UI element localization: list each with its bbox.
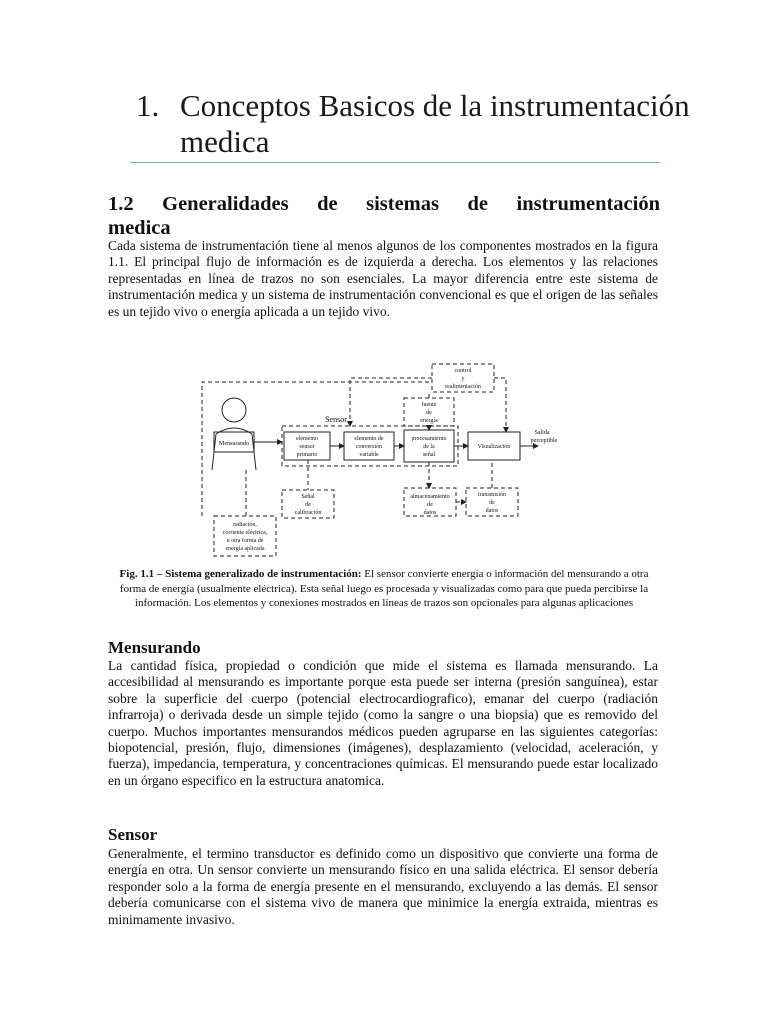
label-primario: primario [296, 452, 318, 458]
label-perceptible: perceptible [530, 438, 558, 444]
label-variable: variable [359, 452, 379, 458]
label-rad1: radiación, [233, 522, 257, 528]
caption-bold: Fig. 1.1 – Sistema generalizado de instrumentación: [119, 568, 362, 580]
label-energia: energía [420, 418, 438, 424]
label-de-tr: de [489, 500, 495, 506]
intro-paragraph: Cada sistema de instrumentación tiene al menos algunos de los componentes mostrados en la figura 1.1. El principal flujo de información es de izquierda a derecha. Los elementos y las relaciones representadas en línea de trazos no son esenciales. La mayor diferencia entre este sistema de instrumentación medica y un sistema de instrumentación convencional es que el origen de las señales es un tejido vivo o energía aplicada a un tejido vivo. [108, 238, 658, 319]
label-de-alm: de [427, 502, 433, 508]
figure-caption [108, 567, 660, 611]
label-almacenamiento: almacenamiento [410, 494, 450, 500]
label-senal: señal [422, 452, 436, 458]
chapter-title-text: Conceptos Basicos de la instrumentación medica [180, 88, 690, 159]
label-sensor: Sensor [325, 415, 347, 424]
label-fuente: fuente [421, 402, 437, 408]
mensurando-heading: Mensurando [108, 638, 201, 657]
label-mensurando: Mensurando [219, 441, 249, 447]
label-visualizacion: Visualización [477, 444, 511, 450]
sensor-heading: Sensor [108, 825, 158, 844]
sensor-paragraph: Generalmente, el termino transductor es definido como un dispositivo que convierte una forma de energía en otra. Un sensor convierte un mensurando físico en una salida eléctrica. El sensor debería responder solo a la forma de energía presente en el mensurando, excluyendo a las demás. El sensor debería comunicarse con el sistema vivo de manera que minimice la energía extraida, mientras es minimamente invasivo. [108, 846, 658, 927]
label-control: control [454, 368, 472, 374]
label-datos: datos [423, 510, 437, 516]
label-conversion: conversión [355, 444, 383, 450]
person-head-icon [222, 398, 246, 422]
section-heading-line1: 1.2 Generalidades de sistemas de instrumentación [108, 193, 660, 215]
label-elemento-de: elemento de [354, 436, 384, 442]
label-sensor-small: sensor [299, 444, 315, 450]
person-body-icon [212, 428, 256, 470]
section-heading-line2: medica [108, 217, 171, 239]
label-senal-cal: Señal [301, 494, 315, 500]
label-de: de [426, 410, 432, 416]
instrumentation-diagram [186, 360, 566, 560]
label-elemento: elemento [296, 436, 318, 442]
label-transmision: transmisión [478, 492, 506, 498]
label-procesamiento: procesamiento [411, 436, 447, 442]
label-datos-tr: datos [485, 508, 499, 514]
label-rad3: u otra forma de [226, 538, 264, 544]
label-de-cal: de [305, 502, 311, 508]
label-rad4: energía aplicada [225, 546, 265, 552]
mensurando-paragraph: La cantidad física, propiedad o condición que mide el sistema es llamada mensurando. La accesibilidad al mensurando es importante porque esta puede ser interna (presión sanguínea), estar sobre la superficie del cuerpo (potencial electrocardiografico), emanar del cuerpo (radiación infrarroja) o derivada desde un simple tejido (como la sangre o una biopsia) que es removido del cuerpo. Muchos importantes mensurandos médicos pueden agruparse en las siguientes categorías: biopotencial, presión, flujo, dimensiones (imágenes), desplazamiento (velocidad, aceleración, y fuerza), impedancia, temperatura, y concentraciones químicas. El mensurando puede estar localizado en un órgano especifico en la estructura anatomica. [108, 658, 658, 788]
title-divider [130, 162, 660, 163]
label-salida: Salida [534, 430, 550, 436]
label-y: y [461, 376, 465, 382]
caption-text: El sensor convierte energía o información del mensurando a otra forma de energía (usualmente eléctrica). Esta señal luego es procesada y visualizadas como para que pueda percibirse la información. Los elementos y conexiones mostrados en líneas de trazos son opcionales para algunas aplicaciones [119, 568, 649, 610]
label-realimentacion: realimentación [445, 384, 481, 390]
label-rad2: corriente eléctrica, [222, 530, 268, 536]
label-calibracion: calibración [294, 510, 322, 516]
chapter-number: 1. [136, 88, 160, 123]
label-dela: de la [423, 444, 435, 450]
